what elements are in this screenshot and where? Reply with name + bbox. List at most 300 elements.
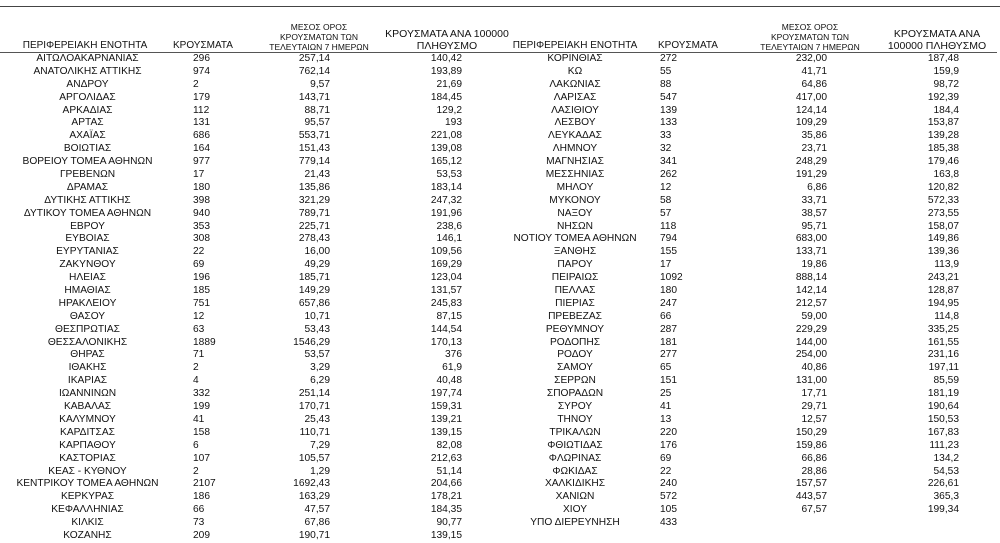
per100k-cell: 139,28 (927, 130, 959, 142)
avg7-cell: 789,71 (298, 207, 330, 219)
per100k-cell: 193,89 (430, 65, 462, 77)
cases-cell: 240 (660, 478, 677, 490)
region-cell: ΘΑΣΟΥ (69, 310, 106, 322)
table-row (505, 311, 997, 324)
per100k-cell: 113,9 (934, 259, 959, 271)
per100k-cell: 109,56 (430, 246, 462, 258)
per100k-cell: 82,08 (436, 439, 462, 451)
cases-cell: 2 (193, 78, 199, 90)
table-row (505, 233, 997, 246)
per100k-cell: 134,2 (933, 452, 959, 464)
table-row (505, 337, 997, 350)
left-table (0, 22, 509, 543)
table-row (0, 362, 505, 375)
avg7-cell: 1,29 (310, 465, 330, 477)
region-cell: ΠΕΛΛΑΣ (554, 285, 596, 297)
table-row (505, 169, 997, 182)
cases-cell: 151 (660, 375, 677, 387)
per100k-cell: 184,4 (933, 104, 959, 116)
avg7-cell: 25,43 (304, 413, 330, 425)
region-cell: ΚΕΑΣ - ΚΥΘΝΟΥ (48, 465, 127, 477)
cases-cell: 17 (660, 259, 672, 271)
avg7-cell: 133,71 (795, 246, 827, 258)
cases-cell: 547 (660, 91, 677, 103)
cases-cell: 2107 (193, 478, 216, 490)
table-row (0, 388, 505, 401)
region-cell: ΜΑΓΝΗΣΙΑΣ (546, 156, 604, 168)
per100k-cell: 192,39 (927, 91, 959, 103)
cases-cell: 32 (660, 143, 672, 155)
avg7-cell: 124,14 (795, 104, 827, 116)
cases-cell: 133 (660, 117, 677, 129)
table-row (0, 233, 505, 246)
cases-cell: 88 (660, 78, 672, 90)
per100k-cell: 128,87 (927, 285, 959, 297)
per100k-cell: 365,3 (933, 491, 959, 503)
per100k-cell: 149,86 (927, 233, 959, 245)
cases-cell: 139 (660, 104, 677, 116)
per100k-cell: 243,21 (927, 272, 959, 284)
cases-cell: 572 (660, 491, 677, 503)
avg7-cell: 67,57 (801, 504, 827, 516)
avg7-cell: 53,43 (304, 323, 330, 335)
per100k-cell: 85,59 (933, 375, 959, 387)
table-row (505, 517, 997, 530)
region-cell: ΘΕΣΠΡΩΤΙΑΣ (55, 323, 120, 335)
avg7-cell: 38,57 (801, 207, 827, 219)
per100k-cell: 144,54 (430, 323, 462, 335)
per100k-cell: 159,9 (933, 65, 959, 77)
avg7-cell: 110,71 (299, 426, 330, 438)
avg7-cell: 16,00 (304, 246, 330, 258)
cases-cell: 57 (660, 207, 672, 219)
cases-cell: 287 (660, 323, 677, 335)
per100k-cell: 159,31 (430, 401, 462, 413)
cases-cell: 2 (193, 362, 199, 374)
cases-cell: 196 (193, 272, 210, 284)
per100k-cell: 139,15 (430, 529, 462, 541)
cases-cell: 25 (660, 388, 672, 400)
cases-cell: 332 (193, 388, 210, 400)
avg7-cell: 67,86 (304, 517, 330, 529)
per100k-cell: 170,13 (430, 336, 462, 348)
table-row (505, 324, 997, 337)
region-cell: ΚΑΡΔΙΤΣΑΣ (60, 426, 115, 438)
cases-cell: 13 (660, 413, 672, 425)
table-row (0, 375, 505, 388)
avg7-cell: 143,71 (298, 91, 330, 103)
per100k-cell: 114,8 (934, 310, 959, 322)
avg7-cell: 6,86 (807, 181, 827, 193)
table-row (0, 259, 505, 272)
region-cell: ΦΛΩΡΙΝΑΣ (548, 452, 602, 464)
region-cell: ΞΑΝΘΗΣ (553, 246, 597, 258)
cases-cell: 398 (193, 194, 210, 206)
per100k-cell: 191,96 (430, 207, 462, 219)
per100k-cell: 572,33 (927, 194, 959, 206)
avg7-cell: 3,29 (310, 362, 330, 374)
table-row (505, 143, 997, 156)
table-row (0, 182, 505, 195)
region-cell: ΔΡΑΜΑΣ (66, 181, 109, 193)
per100k-cell: 158,07 (927, 220, 959, 232)
region-cell: ΧΙΟΥ (562, 504, 588, 516)
table-row (505, 298, 997, 311)
region-cell: ΛΗΜΝΟΥ (552, 143, 598, 155)
per100k-cell: 197,11 (928, 362, 959, 374)
table-row (505, 388, 997, 401)
cases-cell: 63 (193, 323, 205, 335)
per100k-cell: 139,08 (430, 143, 462, 155)
cases-cell: 22 (660, 465, 672, 477)
region-cell: ΚΕΡΚΥΡΑΣ (60, 491, 115, 503)
avg7-cell: 163,29 (298, 491, 330, 503)
cases-cell: 262 (660, 169, 677, 181)
per100k-cell: 204,66 (430, 478, 462, 490)
region-cell: ΜΗΛΟΥ (556, 181, 594, 193)
cases-cell: 41 (193, 413, 205, 425)
cases-cell: 1889 (193, 336, 216, 348)
table-row (505, 414, 997, 427)
avg7-cell: 105,57 (298, 452, 330, 464)
avg7-cell: 417,00 (795, 91, 827, 103)
cases-cell: 58 (660, 194, 672, 206)
region-cell: ΑΡΚΑΔΙΑΣ (62, 104, 113, 116)
table-row (505, 504, 997, 517)
region-cell: ΠΕΙΡΑΙΩΣ (551, 272, 599, 284)
per100k-cell: 183,14 (430, 181, 462, 193)
table-row (505, 130, 997, 143)
table-row (0, 349, 505, 362)
region-cell: ΙΚΑΡΙΑΣ (67, 375, 108, 387)
avg7-cell: 150,29 (795, 426, 827, 438)
region-cell: ΠΙΕΡΙΑΣ (555, 297, 595, 309)
region-cell: ΚΙΛΚΙΣ (71, 517, 104, 529)
avg7-cell: 185,71 (298, 272, 330, 284)
table-row (505, 478, 997, 491)
cases-cell: 353 (193, 220, 210, 232)
cases-cell: 164 (193, 143, 210, 155)
cases-cell: 155 (660, 246, 677, 258)
table-row (505, 427, 997, 440)
region-cell: ΜΥΚΟΝΟΥ (549, 194, 601, 206)
region-cell: ΚΟΡΙΝΘΙΑΣ (547, 53, 603, 64)
per100k-cell: 90,77 (436, 517, 462, 529)
cases-cell: 751 (193, 297, 210, 309)
region-cell: ΚΕΝΤΡΙΚΟΥ ΤΟΜΕΑ ΑΘΗΝΩΝ (16, 478, 159, 490)
table-row (0, 156, 505, 169)
per100k-cell: 123,04 (430, 272, 462, 284)
per100k-cell: 193 (445, 117, 462, 129)
cases-cell: 65 (660, 362, 672, 374)
cases-cell: 107 (193, 452, 210, 464)
table-row (0, 117, 505, 130)
table-row (0, 221, 505, 234)
table-row (0, 285, 505, 298)
per100k-cell: 187,48 (927, 53, 959, 64)
cases-cell: 180 (660, 285, 677, 297)
table-row (0, 530, 505, 543)
cases-cell: 186 (193, 491, 210, 503)
per100k-cell: 165,12 (430, 156, 462, 168)
avg7-cell: 321,29 (298, 194, 330, 206)
per100k-cell: 163,8 (933, 169, 959, 181)
cases-cell: 12 (660, 181, 672, 193)
region-cell: ΠΡΕΒΕΖΑΣ (548, 310, 602, 322)
per100k-cell: 51,14 (436, 465, 462, 477)
per100k-cell: 185,38 (927, 143, 959, 155)
table-row (0, 311, 505, 324)
region-cell: ΔΥΤΙΚΗΣ ΑΤΤΙΚΗΣ (44, 194, 131, 206)
region-cell: ΚΕΦΑΛΛΗΝΙΑΣ (51, 504, 124, 516)
cases-cell: 185 (193, 285, 210, 297)
per100k-cell: 87,15 (436, 310, 462, 322)
avg7-cell: 157,57 (795, 478, 827, 490)
region-cell: ΚΩ (567, 65, 583, 77)
per100k-cell: 139,15 (430, 426, 462, 438)
table-row (505, 246, 997, 259)
avg7-cell: 47,57 (304, 504, 330, 516)
table-row (505, 349, 997, 362)
per100k-cell: 40,48 (436, 375, 462, 387)
table-row (505, 259, 997, 272)
table-row (505, 117, 997, 130)
table-row (0, 92, 505, 105)
avg7-cell: 59,00 (801, 310, 827, 322)
cases-cell: 12 (193, 310, 205, 322)
cases-cell: 2 (193, 465, 199, 477)
cases-cell: 66 (193, 504, 205, 516)
region-cell: ΣΠΟΡΑΔΩΝ (546, 388, 604, 400)
avg7-cell: 191,29 (795, 169, 827, 181)
region-cell: ΗΛΕΙΑΣ (69, 272, 106, 284)
header-region: ΠΕΡΙΦΕΡΕΙΑΚΗ ΕΝΟΤΗΤΑ (22, 40, 148, 51)
region-cell: ΘΗΡΑΣ (70, 349, 105, 361)
region-cell: ΛΕΣΒΟΥ (554, 117, 596, 129)
table-row (0, 66, 505, 79)
cases-cell: 686 (193, 130, 210, 142)
left-rows (0, 53, 505, 543)
cases-cell: 176 (660, 439, 677, 451)
per100k-cell: 61,9 (442, 362, 462, 374)
per100k-cell: 146,1 (436, 233, 462, 245)
region-cell: ΝΑΞΟΥ (557, 207, 593, 219)
per100k-cell: 98,72 (933, 78, 959, 90)
per100k-cell: 169,29 (430, 259, 462, 271)
per100k-cell: 161,55 (927, 336, 959, 348)
avg7-cell: 232,00 (795, 53, 827, 64)
per100k-cell: 153,87 (927, 117, 959, 129)
avg7-cell: 144,00 (795, 336, 827, 348)
table-row (0, 337, 505, 350)
per100k-cell: 335,25 (927, 323, 959, 335)
cases-cell: 180 (193, 181, 210, 193)
table-row (505, 375, 997, 388)
table-row (505, 79, 997, 92)
region-cell: ΧΑΛΚΙΔΙΚΗΣ (544, 478, 606, 490)
cases-cell: 181 (660, 336, 677, 348)
table-row (0, 453, 505, 466)
cases-cell: 73 (193, 517, 205, 529)
cases-cell: 308 (193, 233, 210, 245)
table-row (0, 504, 505, 517)
per100k-cell: 139,36 (927, 246, 959, 258)
per100k-cell: 212,63 (430, 452, 462, 464)
cases-cell: 112 (193, 104, 210, 116)
cases-cell: 247 (660, 297, 677, 309)
region-cell: ΡΟΔΟΥ (557, 349, 593, 361)
per100k-cell: 273,55 (927, 207, 959, 219)
table-row (0, 401, 505, 414)
table-row (0, 195, 505, 208)
table-row (0, 169, 505, 182)
region-cell: ΣΕΡΡΩΝ (554, 375, 596, 387)
region-cell: ΣΑΜΟΥ (557, 362, 593, 374)
cases-cell: 55 (660, 65, 672, 77)
avg7-cell: 683,00 (795, 233, 827, 245)
header-region-right: ΠΕΡΙΦΕΡΕΙΑΚΗ ΕΝΟΤΗΤΑ (512, 40, 638, 51)
region-cell: ΡΕΘΥΜΝΟΥ (545, 323, 605, 335)
table-row (505, 491, 997, 504)
avg7-cell: 159,86 (795, 439, 827, 451)
table-row (0, 427, 505, 440)
region-cell: ΛΑΣΙΘΙΟΥ (551, 104, 599, 116)
per100k-cell: 53,53 (436, 169, 462, 181)
region-cell: ΑΝΑΤΟΛΙΚΗΣ ΑΤΤΙΚΗΣ (33, 65, 142, 77)
cases-cell: 341 (660, 156, 677, 168)
cases-cell: 158 (193, 426, 210, 438)
per100k-cell: 120,82 (927, 181, 959, 193)
region-cell: ΘΕΣΣΑΛΟΝΙΚΗΣ (47, 336, 128, 348)
header-per100k-right: ΚΡΟΥΣΜΑΤΑ ΑΝΑ 100000 ΠΛΗΘΥΣΜΟ (887, 28, 987, 52)
header-per100k: ΚΡΟΥΣΜΑΤΑ ΑΝΑ 100000 ΠΛΗΘΥΣΜΟ (385, 28, 509, 52)
table-row (505, 182, 997, 195)
right-rows (505, 53, 997, 530)
per100k-cell: 221,08 (430, 130, 462, 142)
cases-cell: 433 (660, 517, 677, 529)
region-cell: ΚΟΖΑΝΗΣ (63, 529, 112, 541)
per100k-cell: 150,53 (927, 413, 959, 425)
region-cell: ΔΥΤΙΚΟΥ ΤΟΜΕΑ ΑΘΗΝΩΝ (23, 207, 152, 219)
region-cell: ΕΒΡΟΥ (70, 220, 105, 232)
region-cell: ΒΟΙΩΤΙΑΣ (63, 143, 112, 155)
per100k-cell: 238,6 (436, 220, 462, 232)
table-row (0, 478, 505, 491)
per100k-cell: 181,19 (927, 388, 959, 400)
region-cell: ΧΑΝΙΩΝ (555, 491, 595, 503)
region-cell: ΦΩΚΙΔΑΣ (552, 465, 598, 477)
cases-cell: 66 (660, 310, 672, 322)
avg7-cell: 254,00 (795, 349, 827, 361)
top-rule (0, 6, 1000, 7)
table-row (505, 272, 997, 285)
cases-cell: 105 (660, 504, 677, 516)
avg7-cell: 142,14 (795, 285, 827, 297)
table-row (0, 105, 505, 118)
table-row (0, 208, 505, 221)
avg7-cell: 1692,43 (293, 478, 330, 490)
avg7-cell: 40,86 (801, 362, 827, 374)
per100k-cell: 190,64 (927, 401, 959, 413)
per100k-cell: 184,35 (430, 504, 462, 516)
per100k-cell: 178,21 (430, 491, 462, 503)
table-row (505, 285, 997, 298)
table-row (0, 53, 505, 66)
per100k-cell: 231,16 (927, 349, 959, 361)
cases-cell: 272 (660, 53, 677, 64)
avg7-cell: 278,43 (298, 233, 330, 245)
avg7-cell: 10,71 (304, 310, 330, 322)
table-row (505, 92, 997, 105)
cases-cell: 977 (193, 156, 210, 168)
avg7-cell: 41,71 (801, 65, 827, 77)
region-cell: ΛΑΡΙΣΑΣ (553, 91, 597, 103)
region-cell: ΑΧΑΪΑΣ (69, 130, 106, 142)
region-cell: ΑΡΤΑΣ (71, 117, 104, 129)
per100k-cell: 376 (445, 349, 462, 361)
cases-cell: 17 (193, 169, 205, 181)
region-cell: ΚΑΛΥΜΝΟΥ (59, 413, 116, 425)
table-row (0, 130, 505, 143)
per100k-cell: 197,74 (430, 388, 462, 400)
cases-cell: 199 (193, 401, 210, 413)
region-cell: ΤΗΝΟΥ (557, 413, 593, 425)
cases-cell: 794 (660, 233, 677, 245)
table-row (505, 195, 997, 208)
avg7-cell: 6,29 (310, 375, 330, 387)
cases-cell: 118 (660, 220, 677, 232)
cases-cell: 220 (660, 426, 677, 438)
cases-cell: 22 (193, 246, 205, 258)
region-cell: ΥΠΟ ΔΙΕΡΕΥΝΗΣΗ (530, 517, 620, 529)
region-cell: ΝΟΤΙΟΥ ΤΟΜΕΑ ΑΘΗΝΩΝ (513, 233, 637, 245)
header-cases-right: ΚΡΟΥΣΜΑΤΑ (658, 40, 718, 51)
table-row (0, 517, 505, 530)
avg7-cell: 17,71 (801, 388, 827, 400)
avg7-cell: 95,71 (801, 220, 827, 232)
table-row (0, 79, 505, 92)
cases-cell: 71 (193, 349, 205, 361)
avg7-cell: 7,29 (310, 439, 330, 451)
table-row (0, 143, 505, 156)
avg7-cell: 553,71 (298, 130, 330, 142)
avg7-cell: 21,43 (304, 169, 330, 181)
table-row (505, 221, 997, 234)
region-cell: ΛΑΚΩΝΙΑΣ (549, 78, 601, 90)
table-row (505, 105, 997, 118)
per100k-cell: 131,57 (430, 285, 462, 297)
avg7-cell: 29,71 (801, 401, 827, 413)
region-cell: ΖΑΚΥΝΘΟΥ (59, 259, 116, 271)
table-row (0, 491, 505, 504)
avg7-cell: 248,29 (795, 156, 827, 168)
avg7-cell: 33,71 (801, 194, 827, 206)
avg7-cell: 170,71 (298, 401, 330, 413)
region-cell: ΣΥΡΟΥ (557, 401, 593, 413)
region-cell: ΡΟΔΟΠΗΣ (549, 336, 601, 348)
table-row (0, 414, 505, 427)
avg7-cell: 28,86 (801, 465, 827, 477)
avg7-cell: 225,71 (298, 220, 330, 232)
table-row (505, 156, 997, 169)
per100k-cell: 21,69 (436, 78, 462, 90)
region-cell: ΜΕΣΣΗΝΙΑΣ (545, 169, 605, 181)
per100k-cell: 226,61 (927, 478, 959, 490)
avg7-cell: 88,71 (304, 104, 330, 116)
right-table (505, 22, 1000, 543)
cases-cell: 974 (193, 65, 210, 77)
avg7-cell: 23,71 (801, 143, 827, 155)
